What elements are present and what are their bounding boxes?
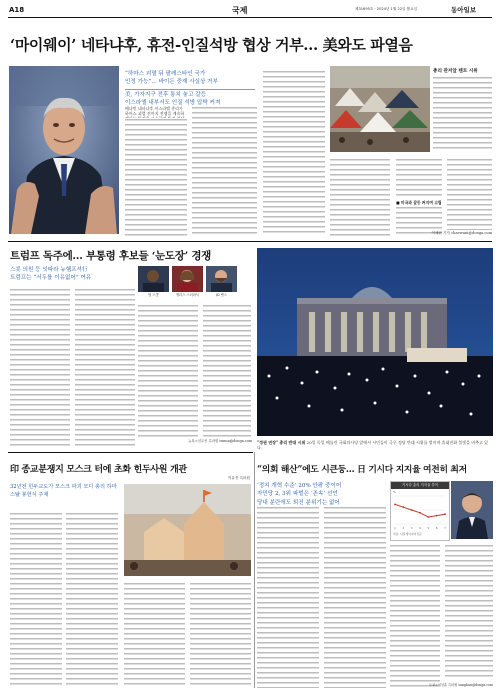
approval-chart-source: 자료: 니혼게이자이신문 — [393, 532, 422, 536]
story1-dek-line: “하마스 괴멸 뒤 팔레스타인 국가 — [125, 71, 206, 77]
approval-x-tick: 4 — [419, 527, 421, 530]
dek-divider — [125, 89, 255, 90]
story2-body-col1 — [10, 288, 70, 446]
story1-body-col8 — [447, 158, 492, 230]
kishida-photo — [451, 481, 493, 539]
story4-body-col4 — [445, 544, 493, 680]
story1-body-col5 — [330, 158, 390, 236]
candidate-name-1: 팀 스콧 — [148, 293, 159, 297]
story2-dek — [10, 266, 130, 283]
candidate-photo-3 — [206, 266, 237, 292]
temple-photo — [124, 484, 251, 576]
section-rule-2 — [8, 452, 253, 453]
story1-headline: ‘마이웨이’ 네타냐후, 휴전-인질석방 협상 거부… 美와도 파열음 — [10, 36, 413, 54]
story4-dek-line: 자민당 2, 3위 파벌은 ‘존속’ 선언 — [257, 491, 338, 498]
story1-dek-line: 인정 가능”… 바이든 중재 사실상 거부 — [125, 79, 218, 86]
masthead-rule — [8, 17, 492, 18]
candidate-name-2: 엘리스 스터파닉 — [175, 293, 200, 297]
story1-body-col6 — [396, 158, 442, 198]
story2-byline: 뉴욕=임우선 특파원 imsun@donga.com — [188, 439, 252, 443]
tent-box-body — [433, 76, 492, 152]
story4-byline: 도쿄=이상훈 특파원 sanghun@donga.com — [429, 683, 493, 687]
approval-x-tick: 2 — [402, 527, 405, 530]
story3-body-col1 — [10, 512, 62, 688]
approval-series-line — [395, 504, 445, 517]
story2-body-col3 — [138, 304, 198, 437]
candidate-photo-1 — [138, 266, 169, 292]
story3-body-col2 — [66, 512, 118, 688]
page-number: A18 — [9, 6, 25, 14]
story1-dek-line: 美, 가자지구 전후 통치 놓고 갈등 — [125, 91, 207, 98]
approval-point — [436, 515, 438, 517]
story1-body-col2 — [192, 106, 257, 236]
story2-dek-line: 트럼프는 “서두를 이유없어” 여유 — [10, 275, 92, 282]
approval-chart-svg — [393, 494, 447, 530]
tent-protest-photo — [330, 66, 430, 152]
tent-box-title: 총리 관저앞 텐트 시위 — [433, 69, 478, 74]
approval-point — [427, 516, 429, 518]
story1-body-lead: 베냐민 네타냐후 이스라엘 총리가 하마스 괴멸 전까지 전쟁을 계속하 — [125, 106, 185, 116]
story2-dek-line: 스콧 의원 등 잇따라 뉴햄프셔行 — [10, 267, 88, 273]
story4-dek — [257, 482, 387, 507]
story3-body-col3 — [124, 582, 185, 688]
candidate-name-3: JD 밴스 — [216, 293, 227, 297]
approval-x-tick: 1 — [394, 527, 396, 530]
story4-dek-line: ‘정치 개혁 수준’ 20% 안팎 중이어 — [257, 483, 342, 489]
section-rule-1 — [8, 241, 492, 242]
story3-body-col4 — [190, 582, 251, 688]
story3-headline: 印 종교분쟁지 모스크 터에 초화 힌두사원 개관 — [10, 465, 187, 475]
candidate-photos — [138, 266, 238, 300]
story4-dek-line: 당내 분란에도 퇴진 분위기는 없어 — [257, 499, 340, 506]
berlin-caption-title: "정권 연장" 총리 반대 시위 — [257, 440, 306, 445]
story4-body-col1 — [257, 506, 319, 688]
berlin-caption-body: 20일 독일 베를린 국회의사당 앞에서 시민들이 극우 정당 반대 시위를 벌이며 휴대전화 불빛을 비추고 있다. — [257, 440, 488, 450]
story1-body-col1 — [125, 118, 187, 236]
column-divider — [254, 452, 255, 688]
story1-byline: 이채완 기자 chaewani@donga.com — [431, 231, 492, 235]
section-name: 국제 — [232, 6, 248, 15]
approval-chart-box — [390, 481, 450, 541]
story2-headline: 트럼프 독주에… 부통령 후보들 ‘눈도장’ 경쟁 — [10, 250, 212, 262]
approval-chart-title: 기시다 총리 지지율 추이 — [391, 482, 449, 489]
approval-x-tick: 5 — [427, 527, 430, 530]
story1-subhead: ■ 미국과 갈등 커지며 고립 — [396, 200, 442, 205]
approval-x-tick: 3 — [410, 527, 413, 530]
story2-body-col2 — [75, 288, 135, 446]
paper-name: 동아일보 — [451, 6, 477, 14]
story1-dek-line: 이스라엘 내부서도 인질 석방 압박 커져 — [125, 100, 221, 107]
story2-body-col4 — [203, 304, 251, 437]
approval-point — [394, 504, 396, 506]
issue-info: 제31695호 · 2024년 1월 22일 월요일 — [355, 7, 418, 11]
approval-x-tick: 6 — [435, 527, 438, 530]
story3-byline: 이유종 특파원 — [228, 476, 250, 480]
berlin-photo-caption — [257, 440, 493, 450]
approval-point — [411, 509, 413, 511]
approval-point — [444, 513, 446, 515]
netanyahu-photo — [9, 66, 119, 234]
berlin-protest-photo — [257, 248, 493, 436]
story4-body-col2 — [324, 506, 386, 688]
story1-body-col3 — [263, 70, 325, 236]
story4-headline: “의회 해산”에도 시큰둥… 日 기시다 지지율 여전히 최저 — [257, 465, 467, 475]
story3-dek: 32년전 힌두교도가 모스크 파괴 모디 총리 하마스탈 봉헌식 주재 — [10, 484, 117, 498]
approval-x-tick: 7 — [444, 527, 446, 530]
candidate-photo-2 — [172, 266, 203, 292]
approval-chart-unit: % — [393, 490, 396, 494]
approval-point — [402, 506, 404, 508]
story4-body-col3 — [390, 544, 440, 688]
story1-dek — [125, 70, 260, 108]
approval-point — [419, 512, 421, 514]
